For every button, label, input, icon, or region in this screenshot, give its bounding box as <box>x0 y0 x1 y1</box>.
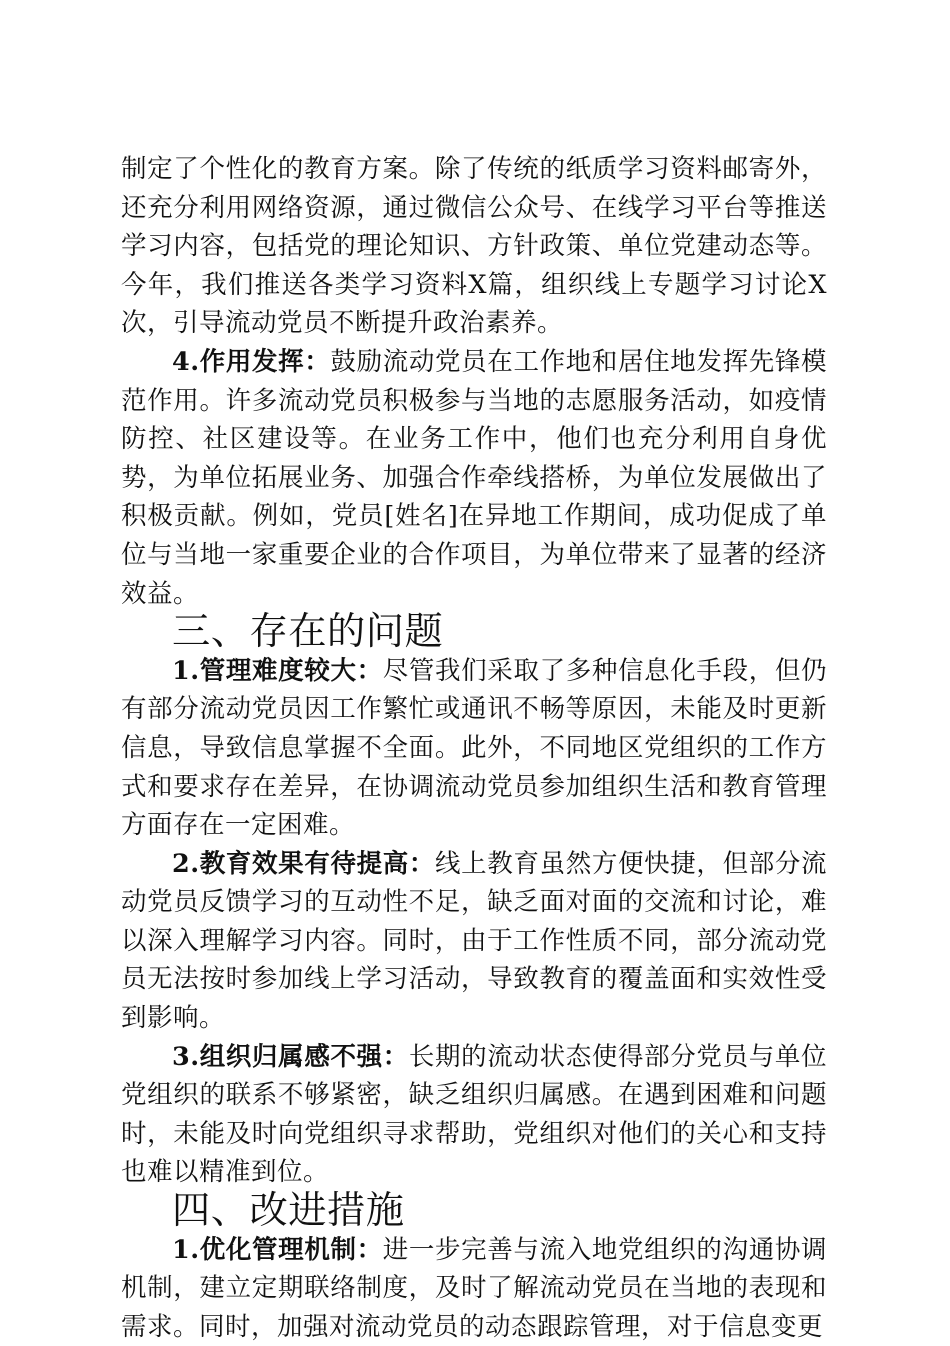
heading-text: 四、改进措施 <box>172 1188 405 1234</box>
paragraph-lead: 1.管理难度较大： <box>172 655 383 686</box>
paragraph-text: 进一步完善与流入地党组织的沟通协调机制，建立定期联络制度，及时了解流动党员在当地的表现和需求。同时，加强对流动党员的动态跟踪管理，对于信息变更 <box>121 1234 827 1342</box>
heading-text: 三、存在的问题 <box>172 609 444 655</box>
paragraph-lead: 3.组织归属感不强： <box>172 1041 409 1072</box>
paragraph-text: 尽管我们采取了多种信息化手段，但仍有部分流动党员因工作繁忙或通讯不畅等原因，未能及时更新信息，导致信息掌握不全面。此外，不同地区党组织的工作方式和要求存在差异，在协调流动党员参加组织生活和教育管理方面存在一定困难。 <box>121 655 827 841</box>
paragraph-text: 制定了个性化的教育方案。除了传统的纸质学习资料邮寄外，还充分利用网络资源，通过微信公众号、在线学习平台等推送学习内容，包括党的理论知识、方针政策、单位党建动态等。今年，我们推送各类学习资料X篇，组织线上专题学习讨论X次，引导流动党员不断提升政治素养。 <box>121 154 827 339</box>
paragraph-text: 线上教育虽然方便快捷，但部分流动党员反馈学习的互动性不足，缺乏面对面的交流和讨论，难以深入理解学习内容。同时，由于工作性质不同，部分流动党员无法按时参加线上学习活动，导致教育的覆盖面和实效性受到影响。 <box>121 848 827 1034</box>
section-heading-problems <box>121 609 827 655</box>
paragraph-item-mechanism <box>121 1231 827 1346</box>
section-heading-measures <box>121 1188 827 1234</box>
paragraph-text: 长期的流动状态使得部分党员与单位党组织的联系不够紧密，缺乏组织归属感。在遇到困难和问题时，未能及时向党组织寻求帮助，党组织对他们的关心和支持也难以精准到位。 <box>121 1041 827 1188</box>
paragraph-lead: 2.教育效果有待提高： <box>172 848 436 879</box>
paragraph-item-belonging <box>121 1038 827 1192</box>
document-page <box>121 150 827 1346</box>
paragraph-text: 鼓励流动党员在工作地和居住地发挥先锋模范作用。许多流动党员积极参与当地的志愿服务活动，如疫情防控、社区建设等。在业务工作中，他们也充分利用自身优势，为单位拓展业务、加强合作牵线搭桥，为单位发展做出了积极贡献。例如，党员[姓名]在异地工作期间，成功促成了单位与当地一家重要企业的合作项目，为单位带来了显著的经济效益。 <box>121 346 827 609</box>
paragraph-lead: 4.作用发挥： <box>172 346 331 377</box>
paragraph-lead: 1.优化管理机制： <box>172 1234 383 1265</box>
paragraph-item-role <box>121 343 827 613</box>
paragraph-continuation <box>121 150 827 343</box>
paragraph-item-management <box>121 652 827 845</box>
paragraph-item-education <box>121 845 827 1038</box>
